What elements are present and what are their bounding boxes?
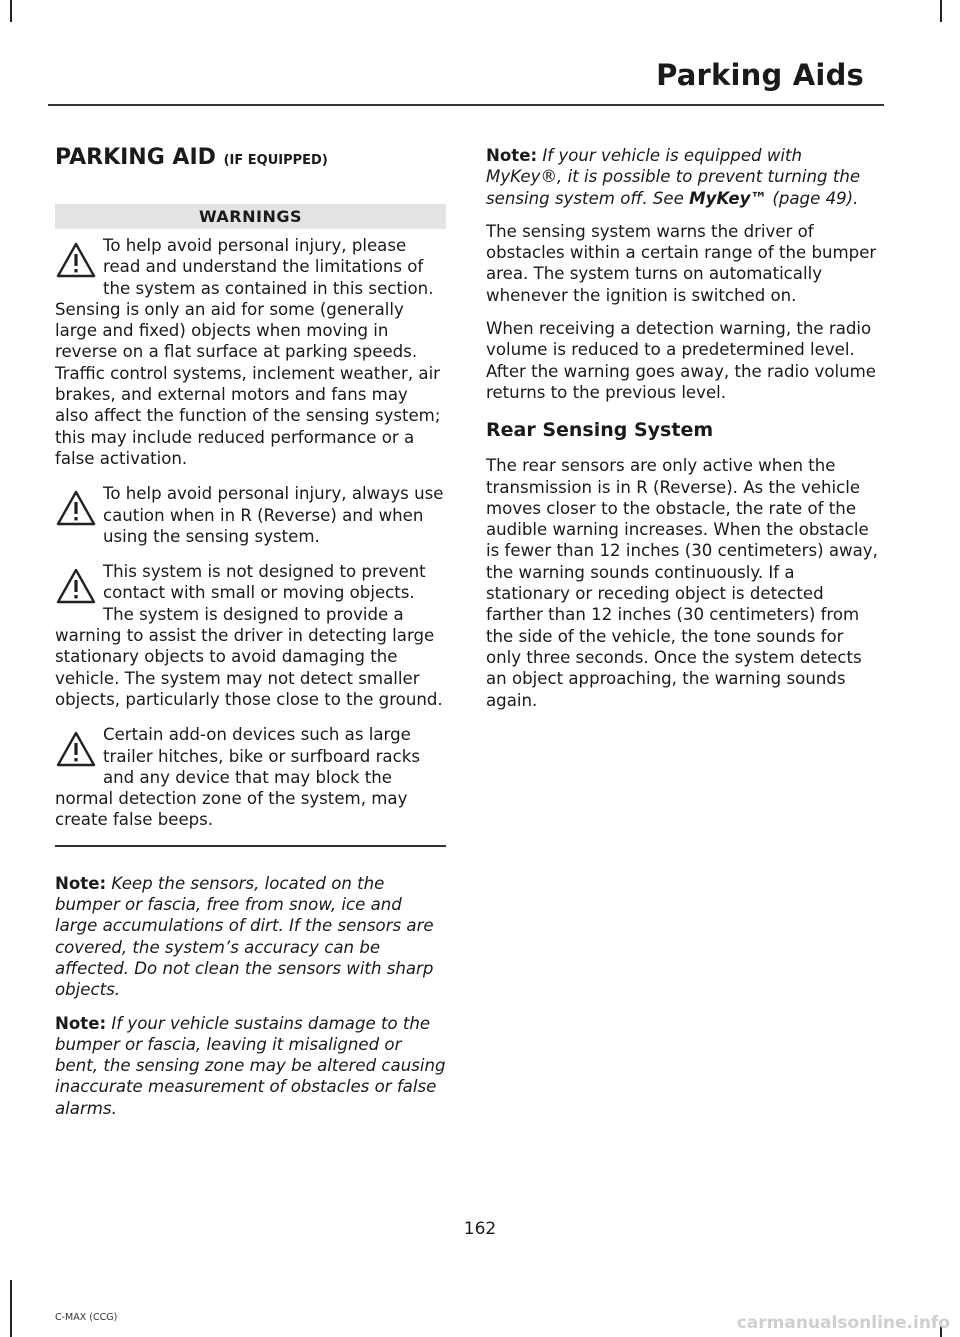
footer-model-label: C-MAX (CCG) (55, 1312, 118, 1323)
warning-triangle-icon (55, 567, 103, 623)
warning-text: This system is not designed to prevent contact with small or moving objects. The system is designed to provide a warning to assist the driver in detecting large stationary objects to avoid damaging the vehicle. The system may not detect smaller objects, particularly those close to the ground. (55, 562, 443, 709)
warning-text: To help avoid personal injury, please read and understand the limitations of the system as contained in this section. Sensing is only an aid for some (generally large and fixed) objects when moving in reverse on a flat surface at parking speeds. Traffic control systems, inclement weather, air brakes, and external motors and fans may also affect the function of the sensing system; this may include reduced performance or a false activation. (55, 236, 441, 468)
note-label: Note: (55, 873, 107, 893)
note-text: If your vehicle sustains damage to the bumper or fascia, leaving it misaligned or bent, the sensing zone may be altered causing inaccurate measurement of obstacles or false alarms. (55, 1013, 446, 1118)
paragraph-sensing-warns: The sensing system warns the driver of obstacles within a certain range of the bumper area. The system turns on automatically whenever the ignition is switched on. (486, 221, 877, 305)
crop-mark-top-right (940, 0, 942, 22)
right-column (486, 145, 879, 723)
warning-item (55, 483, 446, 547)
warning-triangle-icon (55, 241, 103, 297)
note-text: If your vehicle is equipped with MyKey®, it is possible to prevent turning the sensing system off. See (486, 146, 861, 208)
warning-text: To help avoid personal injury, always use caution when in R (Reverse) and when using the sensing system. (103, 484, 444, 546)
left-column (55, 145, 446, 1131)
page-number: 162 (463, 1219, 497, 1239)
paragraph-radio-volume: When receiving a detection warning, the radio volume is reduced to a predetermined level. After the warning goes away, the radio volume returns to the previous level. (486, 319, 876, 402)
note-label: Note: (486, 146, 538, 165)
warning-triangle-icon (55, 730, 103, 786)
crop-mark-top-left (10, 0, 12, 22)
warning-triangle-icon (55, 489, 103, 545)
page-header-title: Parking Aids (656, 58, 864, 92)
note-bumper-damage (55, 1013, 446, 1119)
warning-item (55, 561, 446, 710)
warning-item (55, 724, 446, 830)
warnings-end-rule (55, 845, 446, 847)
note-label: Note: (55, 1013, 107, 1033)
crop-mark-bottom-left (10, 1280, 12, 1337)
note-mykey (486, 145, 879, 209)
watermark: carmanualsonline.info (736, 1313, 950, 1333)
page-reference: (page 49). (772, 188, 859, 208)
section-title (55, 145, 446, 170)
warning-text: Certain add-on devices such as large trailer hitches, bike or surfboard racks and any device that may block the normal detection zone of the system, may create false beeps. (55, 725, 420, 830)
note-sensors-clean (55, 873, 446, 1001)
paragraph-rear-sensors: The rear sensors are only active when the transmission is in R (Reverse). As the vehicle moves closer to the obstacle, the rate of the audible warning increases. When the obstacle is fewer than 12 inches (30 centimeters) away, the warning sounds continuously. If a stationary or receding object is detected farther than 12 inches (30 centimeters) from the side of the vehicle, the tone sounds for only three seconds. Once the system detects an object approaching, the warning sounds again. (486, 456, 878, 710)
warning-item (55, 235, 446, 469)
subheading-rear-sensing: Rear Sensing System (486, 419, 714, 442)
section-title-main: PARKING AID (55, 145, 216, 170)
section-title-qualifier: (IF EQUIPPED) (223, 153, 328, 168)
warnings-heading: WARNINGS (55, 204, 446, 229)
mykey-reference-link[interactable]: MyKey™ (689, 188, 768, 208)
note-text: Keep the sensors, located on the bumper or fascia, free from snow, ice and large accumulations of dirt. If the sensors are covered, the system’s accuracy can be affected. Do not clean the sensors with sharp objects. (55, 873, 434, 1000)
header-rule (48, 104, 884, 106)
